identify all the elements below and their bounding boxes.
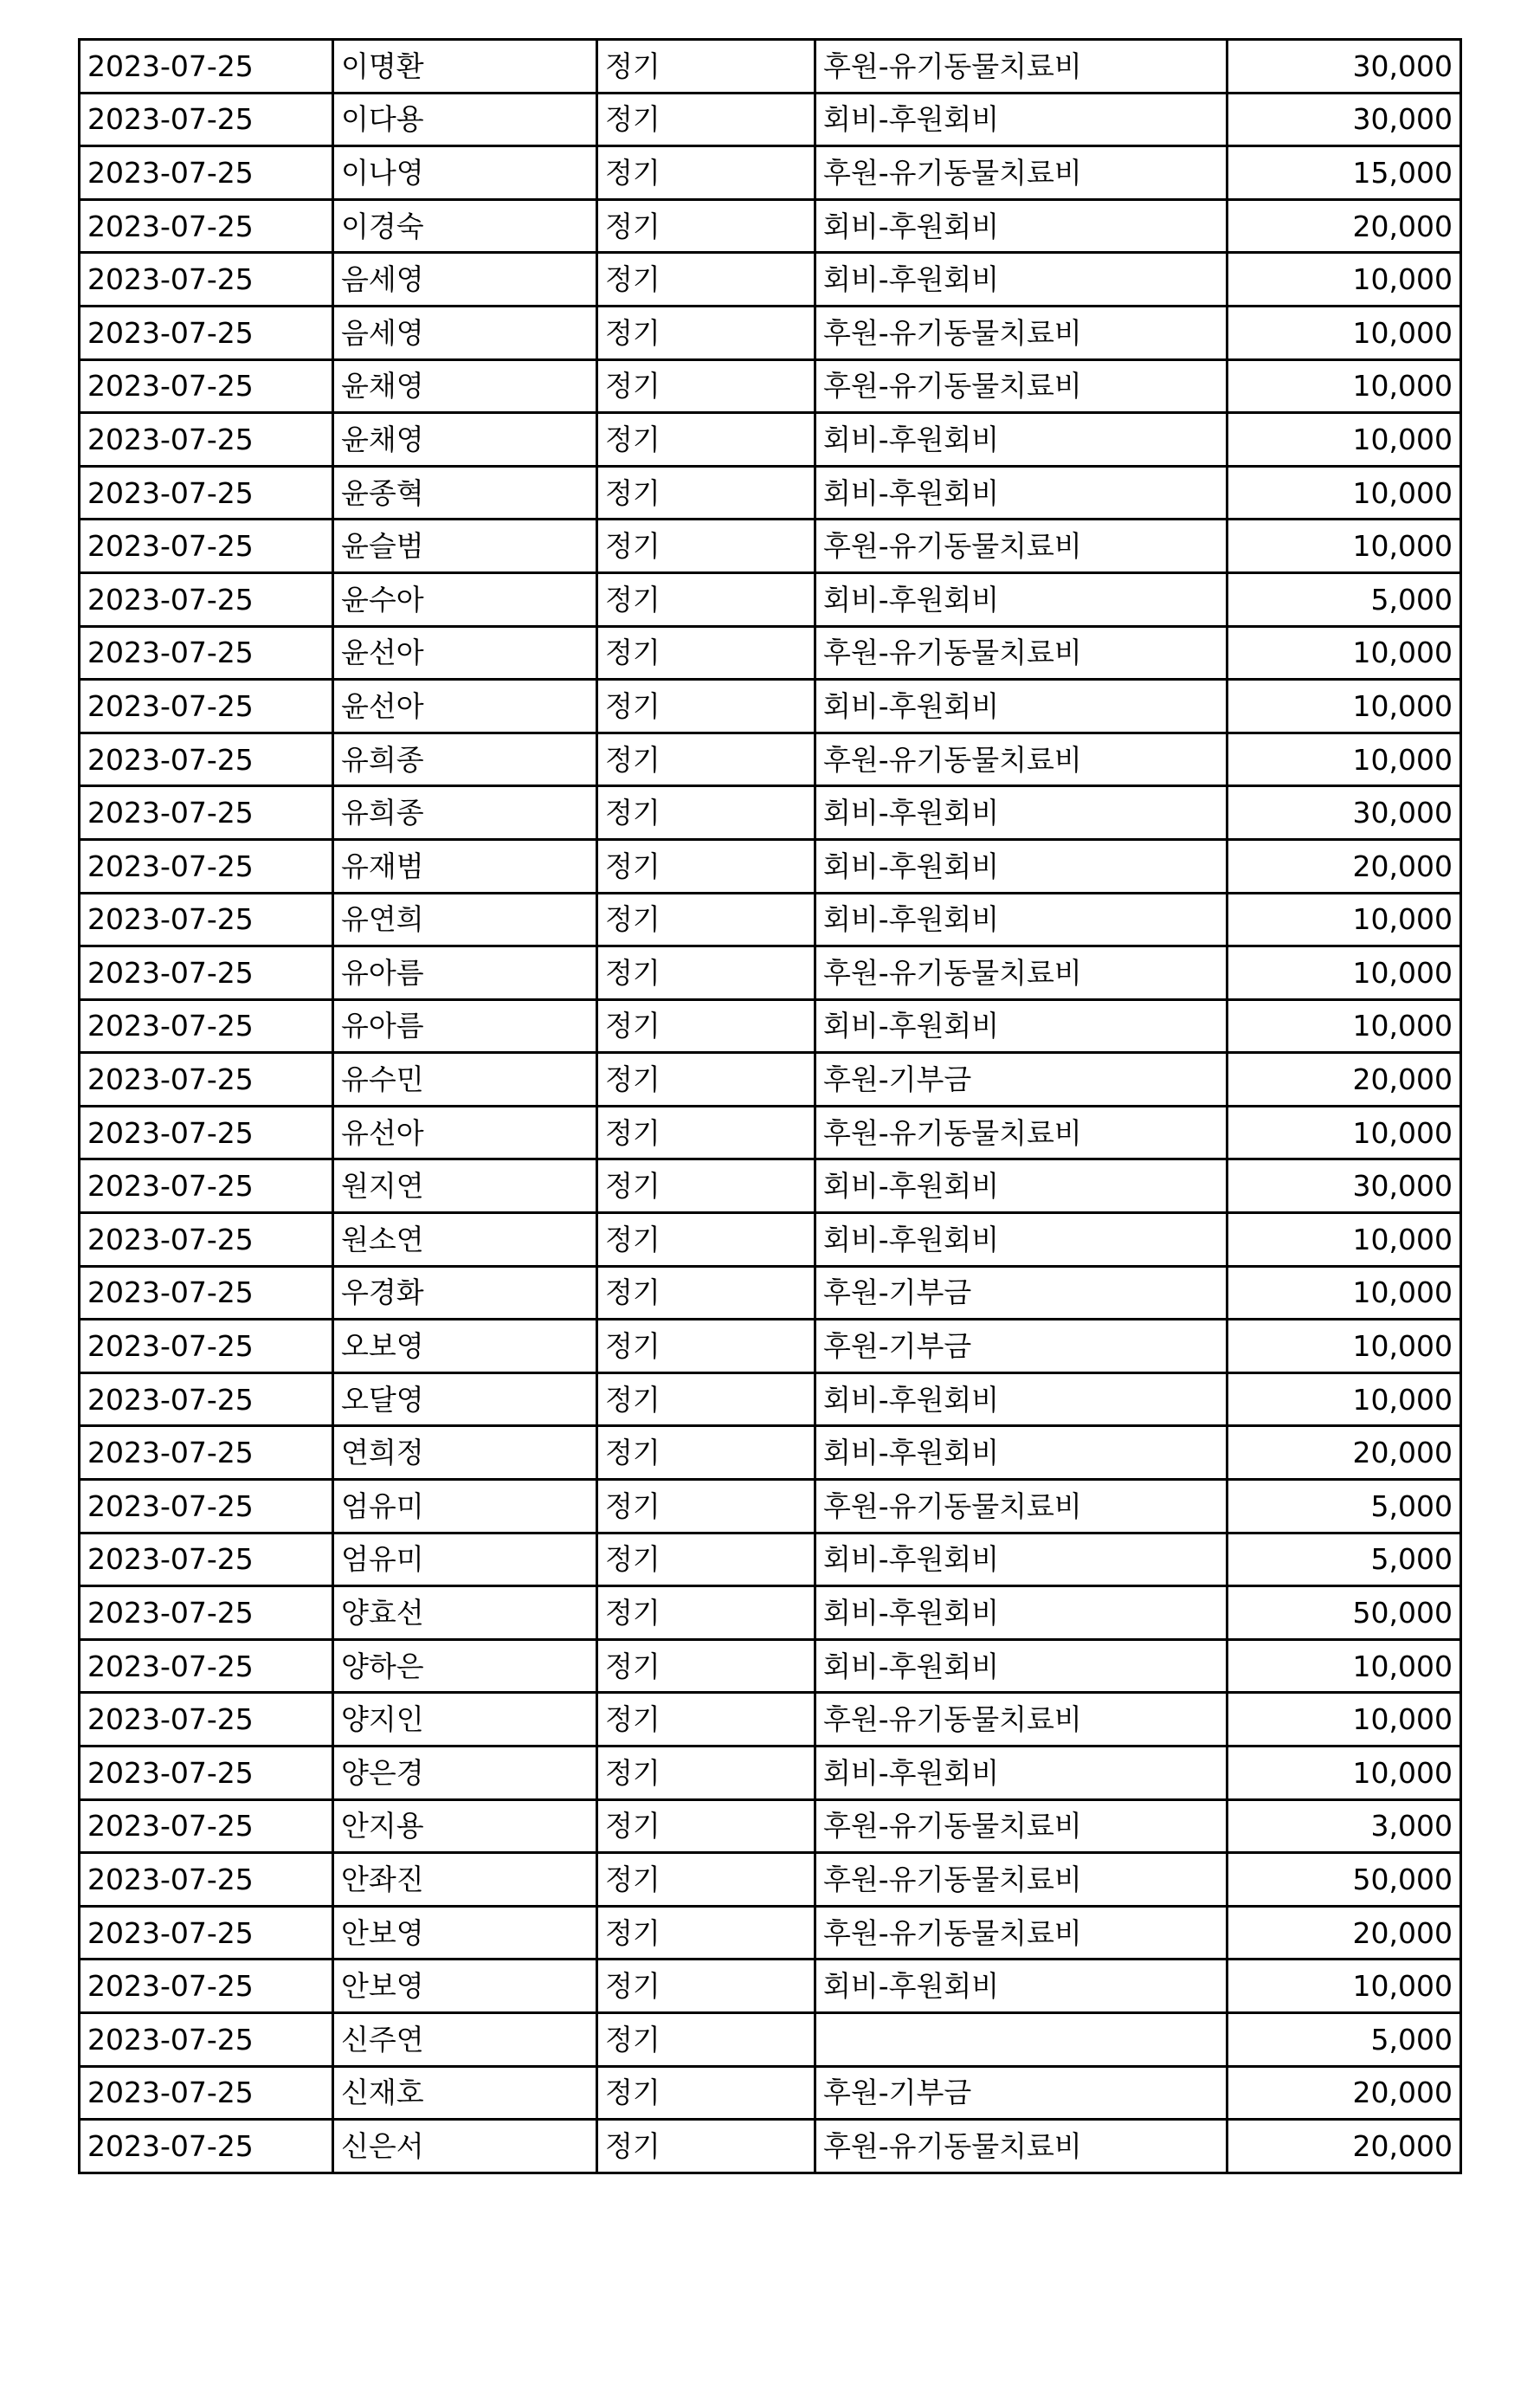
category-cell: 회비-후원회비 xyxy=(815,1159,1227,1213)
donor-name-cell: 양지인 xyxy=(333,1693,597,1747)
table-row xyxy=(80,40,1461,94)
amount-cell: 30,000 xyxy=(1227,93,1461,146)
amount-cell: 20,000 xyxy=(1227,839,1461,893)
donor-name-cell: 윤슬범 xyxy=(333,520,597,573)
donor-name-cell: 신은서 xyxy=(333,2120,597,2173)
donor-name-cell: 안보영 xyxy=(333,1906,597,1960)
donor-name-cell: 안지용 xyxy=(333,1799,597,1853)
amount-cell: 10,000 xyxy=(1227,520,1461,573)
date-cell: 2023-07-25 xyxy=(80,786,333,840)
amount-cell: 10,000 xyxy=(1227,1693,1461,1747)
date-cell: 2023-07-25 xyxy=(80,1533,333,1586)
category-cell: 후원-유기동물치료비 xyxy=(815,306,1227,359)
donor-name-cell: 양하은 xyxy=(333,1639,597,1693)
date-cell: 2023-07-25 xyxy=(80,1480,333,1533)
table-row xyxy=(80,1639,1461,1693)
donor-name-cell: 이다용 xyxy=(333,93,597,146)
date-cell: 2023-07-25 xyxy=(80,466,333,520)
donor-name-cell: 양효선 xyxy=(333,1586,597,1640)
category-cell: 회비-후원회비 xyxy=(815,199,1227,253)
donor-name-cell: 유희종 xyxy=(333,733,597,786)
amount-cell: 10,000 xyxy=(1227,1106,1461,1159)
amount-cell: 10,000 xyxy=(1227,253,1461,307)
donation-type-cell: 정기 xyxy=(597,1533,815,1586)
amount-cell: 10,000 xyxy=(1227,359,1461,413)
category-cell: 후원-유기동물치료비 xyxy=(815,359,1227,413)
donation-type-cell: 정기 xyxy=(597,733,815,786)
table-row xyxy=(80,93,1461,146)
amount-cell: 20,000 xyxy=(1227,1053,1461,1107)
date-cell: 2023-07-25 xyxy=(80,680,333,733)
category-cell: 회비-후원회비 xyxy=(815,1747,1227,1800)
table-row xyxy=(80,626,1461,680)
amount-cell: 10,000 xyxy=(1227,413,1461,467)
donor-name-cell: 유희종 xyxy=(333,786,597,840)
date-cell: 2023-07-25 xyxy=(80,1799,333,1853)
table-row xyxy=(80,2066,1461,2120)
donation-type-cell: 정기 xyxy=(597,306,815,359)
donation-type-cell: 정기 xyxy=(597,93,815,146)
donation-type-cell: 정기 xyxy=(597,2012,815,2066)
donation-type-cell: 정기 xyxy=(597,1799,815,1853)
donor-name-cell: 윤선아 xyxy=(333,680,597,733)
date-cell: 2023-07-25 xyxy=(80,146,333,200)
date-cell: 2023-07-25 xyxy=(80,893,333,946)
donor-name-cell: 윤선아 xyxy=(333,626,597,680)
category-cell: 회비-후원회비 xyxy=(815,1372,1227,1426)
donor-name-cell: 유아름 xyxy=(333,946,597,1000)
amount-cell: 50,000 xyxy=(1227,1853,1461,1907)
date-cell: 2023-07-25 xyxy=(80,1266,333,1320)
donation-type-cell: 정기 xyxy=(597,2120,815,2173)
table-row xyxy=(80,1320,1461,1373)
amount-cell: 30,000 xyxy=(1227,40,1461,94)
category-cell: 회비-후원회비 xyxy=(815,1639,1227,1693)
table-row xyxy=(80,1159,1461,1213)
category-cell: 후원-기부금 xyxy=(815,2066,1227,2120)
category-cell: 회비-후원회비 xyxy=(815,93,1227,146)
donor-name-cell: 이나영 xyxy=(333,146,597,200)
amount-cell: 10,000 xyxy=(1227,1639,1461,1693)
category-cell xyxy=(815,2012,1227,2066)
category-cell: 후원-유기동물치료비 xyxy=(815,2120,1227,2173)
category-cell: 후원-유기동물치료비 xyxy=(815,733,1227,786)
amount-cell: 10,000 xyxy=(1227,306,1461,359)
category-cell: 회비-후원회비 xyxy=(815,1533,1227,1586)
donation-type-cell: 정기 xyxy=(597,466,815,520)
donor-name-cell: 안좌진 xyxy=(333,1853,597,1907)
table-row xyxy=(80,1213,1461,1267)
donation-type-cell: 정기 xyxy=(597,359,815,413)
donor-name-cell: 유선아 xyxy=(333,1106,597,1159)
donor-name-cell: 연희정 xyxy=(333,1426,597,1480)
amount-cell: 30,000 xyxy=(1227,1159,1461,1213)
donation-type-cell: 정기 xyxy=(597,786,815,840)
amount-cell: 20,000 xyxy=(1227,2120,1461,2173)
amount-cell: 10,000 xyxy=(1227,466,1461,520)
table-row xyxy=(80,999,1461,1053)
donation-type-cell: 정기 xyxy=(597,40,815,94)
amount-cell: 20,000 xyxy=(1227,1906,1461,1960)
amount-cell: 50,000 xyxy=(1227,1586,1461,1640)
donor-name-cell: 오달영 xyxy=(333,1372,597,1426)
donor-name-cell: 윤채영 xyxy=(333,413,597,467)
amount-cell: 20,000 xyxy=(1227,199,1461,253)
table-row xyxy=(80,1960,1461,2013)
amount-cell: 10,000 xyxy=(1227,999,1461,1053)
table-row xyxy=(80,680,1461,733)
date-cell: 2023-07-25 xyxy=(80,253,333,307)
table-row xyxy=(80,1480,1461,1533)
date-cell: 2023-07-25 xyxy=(80,946,333,1000)
donation-type-cell: 정기 xyxy=(597,680,815,733)
table-row xyxy=(80,1747,1461,1800)
donation-type-cell: 정기 xyxy=(597,2066,815,2120)
amount-cell: 10,000 xyxy=(1227,893,1461,946)
date-cell: 2023-07-25 xyxy=(80,1053,333,1107)
table-row xyxy=(80,1533,1461,1586)
donation-type-cell: 정기 xyxy=(597,1159,815,1213)
donation-type-cell: 정기 xyxy=(597,146,815,200)
donation-type-cell: 정기 xyxy=(597,1693,815,1747)
date-cell: 2023-07-25 xyxy=(80,626,333,680)
table-row xyxy=(80,1266,1461,1320)
table-row xyxy=(80,733,1461,786)
category-cell: 후원-유기동물치료비 xyxy=(815,1906,1227,1960)
donor-name-cell: 음세영 xyxy=(333,253,597,307)
date-cell: 2023-07-25 xyxy=(80,520,333,573)
table-row xyxy=(80,1106,1461,1159)
donor-name-cell: 이경숙 xyxy=(333,199,597,253)
donation-type-cell: 정기 xyxy=(597,1106,815,1159)
amount-cell: 3,000 xyxy=(1227,1799,1461,1853)
donation-ledger-table xyxy=(78,38,1462,2174)
table-row xyxy=(80,466,1461,520)
donor-name-cell: 유아름 xyxy=(333,999,597,1053)
donor-name-cell: 이명환 xyxy=(333,40,597,94)
donor-name-cell: 유수민 xyxy=(333,1053,597,1107)
table-row xyxy=(80,2120,1461,2173)
donation-type-cell: 정기 xyxy=(597,199,815,253)
table-row xyxy=(80,359,1461,413)
donor-name-cell: 신주연 xyxy=(333,2012,597,2066)
table-row xyxy=(80,199,1461,253)
date-cell: 2023-07-25 xyxy=(80,199,333,253)
date-cell: 2023-07-25 xyxy=(80,359,333,413)
category-cell: 후원-유기동물치료비 xyxy=(815,626,1227,680)
donation-type-cell: 정기 xyxy=(597,253,815,307)
table-row xyxy=(80,146,1461,200)
date-cell: 2023-07-25 xyxy=(80,2066,333,2120)
category-cell: 회비-후원회비 xyxy=(815,893,1227,946)
date-cell: 2023-07-25 xyxy=(80,1106,333,1159)
donation-type-cell: 정기 xyxy=(597,1853,815,1907)
amount-cell: 5,000 xyxy=(1227,2012,1461,2066)
table-row xyxy=(80,306,1461,359)
table-row xyxy=(80,1853,1461,1907)
amount-cell: 10,000 xyxy=(1227,626,1461,680)
donor-name-cell: 유연희 xyxy=(333,893,597,946)
table-row xyxy=(80,1372,1461,1426)
donor-name-cell: 신재호 xyxy=(333,2066,597,2120)
category-cell: 후원-유기동물치료비 xyxy=(815,40,1227,94)
donation-type-cell: 정기 xyxy=(597,1960,815,2013)
donor-name-cell: 엄유미 xyxy=(333,1480,597,1533)
date-cell: 2023-07-25 xyxy=(80,1693,333,1747)
table-row xyxy=(80,1906,1461,1960)
amount-cell: 10,000 xyxy=(1227,1960,1461,2013)
amount-cell: 10,000 xyxy=(1227,680,1461,733)
donation-type-cell: 정기 xyxy=(597,1266,815,1320)
category-cell: 회비-후원회비 xyxy=(815,786,1227,840)
date-cell: 2023-07-25 xyxy=(80,839,333,893)
donation-type-cell: 정기 xyxy=(597,1480,815,1533)
table-row xyxy=(80,893,1461,946)
category-cell: 회비-후원회비 xyxy=(815,680,1227,733)
date-cell: 2023-07-25 xyxy=(80,1747,333,1800)
donation-type-cell: 정기 xyxy=(597,1320,815,1373)
category-cell: 회비-후원회비 xyxy=(815,572,1227,626)
date-cell: 2023-07-25 xyxy=(80,1906,333,1960)
category-cell: 후원-유기동물치료비 xyxy=(815,146,1227,200)
category-cell: 후원-기부금 xyxy=(815,1053,1227,1107)
donation-type-cell: 정기 xyxy=(597,1586,815,1640)
category-cell: 회비-후원회비 xyxy=(815,1586,1227,1640)
donor-name-cell: 원지연 xyxy=(333,1159,597,1213)
donation-type-cell: 정기 xyxy=(597,1906,815,1960)
donation-type-cell: 정기 xyxy=(597,946,815,1000)
amount-cell: 10,000 xyxy=(1227,946,1461,1000)
table-row xyxy=(80,413,1461,467)
donor-name-cell: 안보영 xyxy=(333,1960,597,2013)
donor-name-cell: 윤채영 xyxy=(333,359,597,413)
donor-name-cell: 윤종혁 xyxy=(333,466,597,520)
donor-name-cell: 양은경 xyxy=(333,1747,597,1800)
date-cell: 2023-07-25 xyxy=(80,1372,333,1426)
table-row xyxy=(80,520,1461,573)
donor-name-cell: 오보영 xyxy=(333,1320,597,1373)
date-cell: 2023-07-25 xyxy=(80,1159,333,1213)
date-cell: 2023-07-25 xyxy=(80,572,333,626)
date-cell: 2023-07-25 xyxy=(80,40,333,94)
amount-cell: 5,000 xyxy=(1227,572,1461,626)
amount-cell: 20,000 xyxy=(1227,2066,1461,2120)
category-cell: 회비-후원회비 xyxy=(815,413,1227,467)
category-cell: 회비-후원회비 xyxy=(815,253,1227,307)
amount-cell: 10,000 xyxy=(1227,733,1461,786)
donation-type-cell: 정기 xyxy=(597,1372,815,1426)
category-cell: 후원-유기동물치료비 xyxy=(815,1799,1227,1853)
date-cell: 2023-07-25 xyxy=(80,2120,333,2173)
category-cell: 후원-유기동물치료비 xyxy=(815,1693,1227,1747)
date-cell: 2023-07-25 xyxy=(80,2012,333,2066)
donation-type-cell: 정기 xyxy=(597,520,815,573)
table-row xyxy=(80,1693,1461,1747)
donation-type-cell: 정기 xyxy=(597,1213,815,1267)
donor-name-cell: 원소연 xyxy=(333,1213,597,1267)
ledger-body xyxy=(80,40,1461,2173)
category-cell: 회비-후원회비 xyxy=(815,1213,1227,1267)
table-row xyxy=(80,2012,1461,2066)
date-cell: 2023-07-25 xyxy=(80,1586,333,1640)
amount-cell: 15,000 xyxy=(1227,146,1461,200)
category-cell: 회비-후원회비 xyxy=(815,1960,1227,2013)
date-cell: 2023-07-25 xyxy=(80,413,333,467)
date-cell: 2023-07-25 xyxy=(80,1320,333,1373)
table-row xyxy=(80,839,1461,893)
category-cell: 회비-후원회비 xyxy=(815,1426,1227,1480)
table-row xyxy=(80,1799,1461,1853)
donor-name-cell: 우경화 xyxy=(333,1266,597,1320)
date-cell: 2023-07-25 xyxy=(80,93,333,146)
amount-cell: 10,000 xyxy=(1227,1320,1461,1373)
table-row xyxy=(80,1586,1461,1640)
table-row xyxy=(80,572,1461,626)
donation-type-cell: 정기 xyxy=(597,413,815,467)
category-cell: 회비-후원회비 xyxy=(815,839,1227,893)
amount-cell: 10,000 xyxy=(1227,1266,1461,1320)
amount-cell: 10,000 xyxy=(1227,1372,1461,1426)
category-cell: 후원-기부금 xyxy=(815,1320,1227,1373)
table-row xyxy=(80,946,1461,1000)
donation-type-cell: 정기 xyxy=(597,999,815,1053)
donor-name-cell: 엄유미 xyxy=(333,1533,597,1586)
table-row xyxy=(80,786,1461,840)
donor-name-cell: 유재범 xyxy=(333,839,597,893)
amount-cell: 5,000 xyxy=(1227,1533,1461,1586)
date-cell: 2023-07-25 xyxy=(80,1853,333,1907)
category-cell: 후원-기부금 xyxy=(815,1266,1227,1320)
category-cell: 후원-유기동물치료비 xyxy=(815,520,1227,573)
amount-cell: 30,000 xyxy=(1227,786,1461,840)
donation-type-cell: 정기 xyxy=(597,839,815,893)
amount-cell: 10,000 xyxy=(1227,1747,1461,1800)
date-cell: 2023-07-25 xyxy=(80,306,333,359)
donor-name-cell: 윤수아 xyxy=(333,572,597,626)
donation-type-cell: 정기 xyxy=(597,1747,815,1800)
date-cell: 2023-07-25 xyxy=(80,733,333,786)
amount-cell: 10,000 xyxy=(1227,1213,1461,1267)
category-cell: 후원-유기동물치료비 xyxy=(815,946,1227,1000)
category-cell: 후원-유기동물치료비 xyxy=(815,1480,1227,1533)
donor-name-cell: 음세영 xyxy=(333,306,597,359)
category-cell: 회비-후원회비 xyxy=(815,999,1227,1053)
donation-type-cell: 정기 xyxy=(597,893,815,946)
date-cell: 2023-07-25 xyxy=(80,1213,333,1267)
category-cell: 회비-후원회비 xyxy=(815,466,1227,520)
table-row xyxy=(80,253,1461,307)
category-cell: 후원-유기동물치료비 xyxy=(815,1106,1227,1159)
table-row xyxy=(80,1053,1461,1107)
donation-type-cell: 정기 xyxy=(597,626,815,680)
table-row xyxy=(80,1426,1461,1480)
amount-cell: 20,000 xyxy=(1227,1426,1461,1480)
date-cell: 2023-07-25 xyxy=(80,1426,333,1480)
date-cell: 2023-07-25 xyxy=(80,1639,333,1693)
date-cell: 2023-07-25 xyxy=(80,999,333,1053)
donation-type-cell: 정기 xyxy=(597,1639,815,1693)
category-cell: 후원-유기동물치료비 xyxy=(815,1853,1227,1907)
donation-type-cell: 정기 xyxy=(597,1426,815,1480)
donation-type-cell: 정기 xyxy=(597,1053,815,1107)
donation-type-cell: 정기 xyxy=(597,572,815,626)
date-cell: 2023-07-25 xyxy=(80,1960,333,2013)
amount-cell: 5,000 xyxy=(1227,1480,1461,1533)
